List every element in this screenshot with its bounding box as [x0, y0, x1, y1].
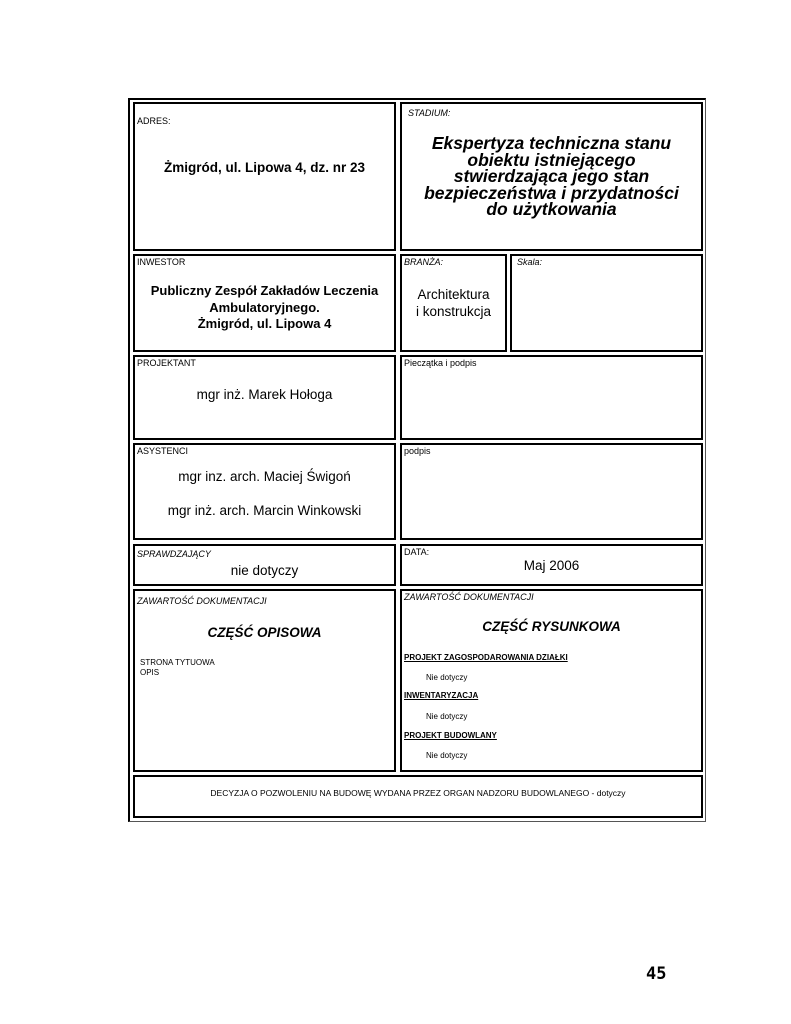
date-value: Maj 2006 [523, 558, 580, 573]
discipline-line: Architektura [417, 287, 490, 302]
drawing-section-heading: PROJEKT BUDOWLANY [404, 731, 497, 740]
drawing-section-heading: INWENTARYZACJA [404, 691, 479, 700]
address-value: Żmigród, ul. Lipowa 4, dz. nr 23 [163, 160, 366, 175]
drawing-section-note: Nie dotyczy [426, 673, 468, 682]
designer-value: mgr inż. Marek Hołoga [196, 387, 333, 402]
stage-label: STADIUM: [408, 108, 451, 118]
page-number: 45 [646, 964, 667, 984]
investor-label: INWESTOR [137, 257, 186, 267]
descriptive-item: OPIS [140, 668, 160, 677]
stage-line: Ekspertyza techniczna stanu [431, 133, 672, 153]
permit-decision-cell [133, 775, 703, 818]
stage-line: do użytkowania [486, 199, 617, 219]
investor-line: Żmigród, ul. Lipowa 4 [197, 316, 332, 331]
descriptive-item: STRONA TYTUOWA [140, 658, 215, 667]
investor-line: Ambulatoryjnego. [209, 299, 320, 315]
scale-cell [510, 254, 703, 352]
drawing-part-title: CZĘŚĆ RYSUNKOWA [482, 619, 621, 634]
stage-cell [400, 102, 703, 251]
checker-label: SPRAWDZAJĄCY [137, 549, 211, 559]
assistant-name: mgr inż. arch. Marcin Winkowski [167, 503, 362, 518]
descriptive-part-label: ZAWARTOŚĆ DOKUMENTACJI [137, 596, 267, 606]
discipline-value [402, 286, 505, 320]
stage-title [402, 135, 701, 218]
descriptive-part-cell [133, 589, 396, 772]
investor-value [135, 283, 394, 333]
discipline-cell [400, 254, 507, 352]
investor-line: Publiczny Zespół Zakładów Leczenia [150, 283, 379, 298]
designer-label: PROJEKTANT [137, 358, 196, 368]
checker-cell [133, 544, 396, 586]
discipline-line: i konstrukcja [415, 304, 492, 319]
assistants-label: ASYSTENCI [137, 446, 189, 456]
stage-line: bezpieczeństwa i przydatności [424, 182, 679, 203]
stage-line: stwierdzająca jego stan [453, 166, 650, 186]
drawing-section-heading: PROJEKT ZAGOSPODAROWANIA DZIAŁKI [404, 653, 568, 662]
scale-label: Skala: [517, 257, 543, 267]
descriptive-part-title: CZĘŚĆ OPISOWA [207, 625, 322, 640]
assistant-name: mgr inz. arch. Maciej Świgoń [178, 469, 351, 484]
investor-cell [133, 254, 396, 352]
drawing-part-label: ZAWARTOŚĆ DOKUMENTACJI [404, 592, 534, 602]
stage-line: obiektu istniejącego [467, 149, 636, 170]
permit-decision-text: DECYZJA O POZWOLENIU NA BUDOWĘ WYDANA PRZEZ ORGAN NADZORU BUDOWLANEGO - dotyczy [210, 788, 626, 798]
signature-label: podpis [404, 446, 431, 456]
stamp-signature-label: Pieczątka i podpis [404, 358, 477, 368]
discipline-label: BRANŻA: [404, 257, 444, 267]
drawing-part-cell [400, 589, 703, 772]
signature-cell [400, 443, 703, 540]
date-label: DATA: [404, 547, 430, 557]
assistants-cell [133, 443, 396, 540]
stamp-signature-cell [400, 355, 703, 440]
designer-cell [133, 355, 396, 440]
date-cell [400, 544, 703, 586]
drawing-section-note: Nie dotyczy [426, 712, 468, 721]
address-cell [133, 102, 396, 251]
checker-value: nie dotyczy [230, 563, 299, 578]
drawing-section-note: Nie dotyczy [426, 751, 468, 760]
address-label: ADRES: [137, 116, 171, 126]
